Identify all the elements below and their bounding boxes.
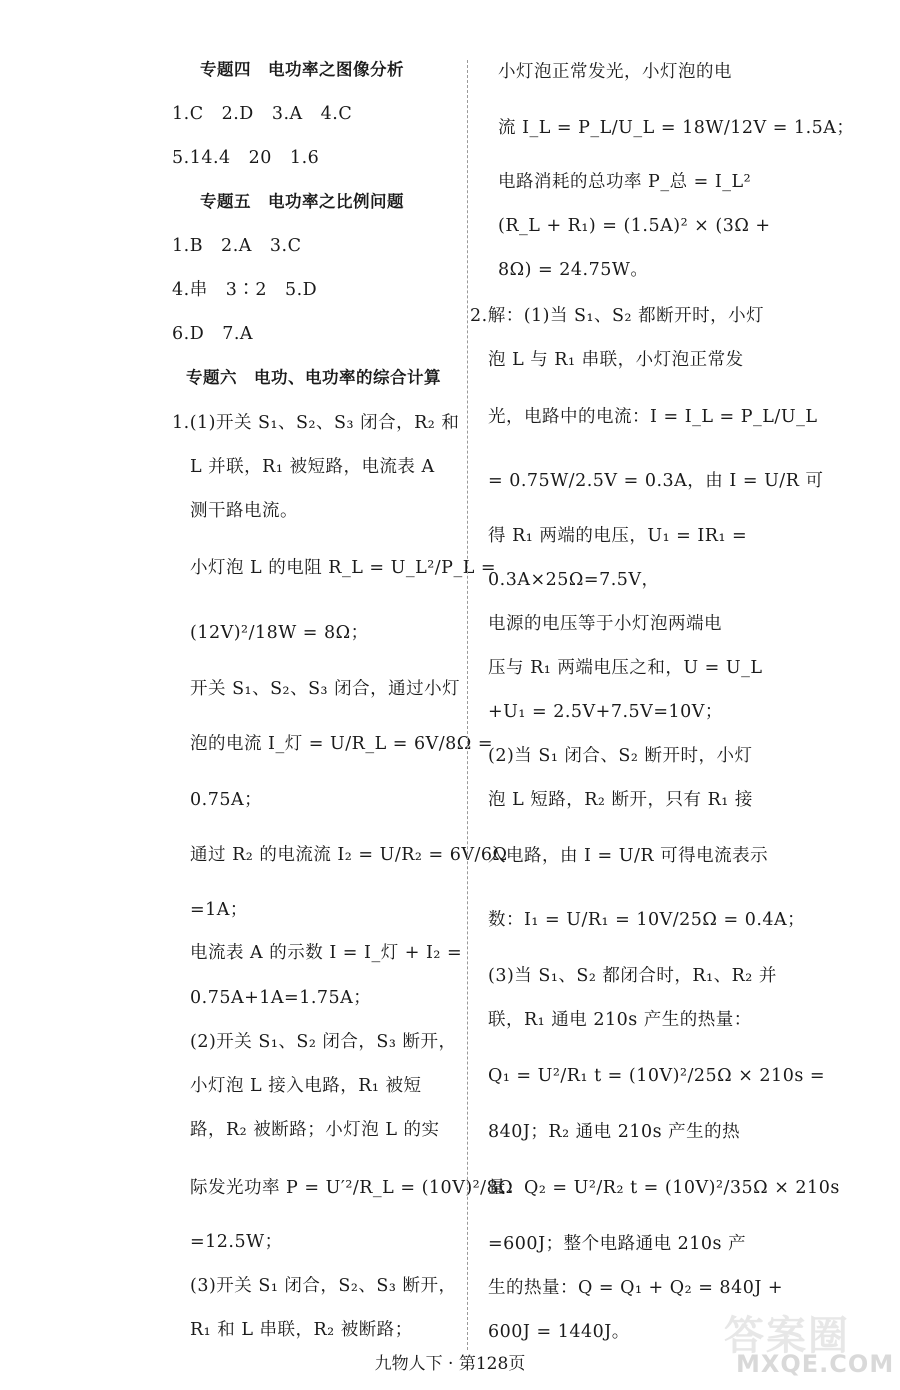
solution-line: +U₁ = 2.5V+7.5V=10V； [470,702,723,722]
solution-line: 泡 L 短路，R₂ 断开，只有 R₁ 接 [470,790,753,810]
solution-line: 光，电路中的电流：I = I_L = P_L/U_L [470,407,818,427]
page-footer: 九物人下 · 第128页 [374,1354,526,1374]
site-watermark [722,1304,895,1384]
solution-line: 路，R₂ 被断路；小灯泡 L 的实 [172,1120,440,1140]
solution-line: 数：I₁ = U/R₁ = 10V/25Ω = 0.4A； [470,910,806,930]
solution-line: 0.3A×25Ω=7.5V， [470,570,660,590]
solution-line: 得 R₁ 两端的电压，U₁ = IR₁ = [470,526,748,546]
solution-line: (3)当 S₁、S₂ 都闭合时，R₁、R₂ 并 [470,966,777,986]
answer-line: 4.串 3∶2 5.D [172,280,318,300]
solution-line: Q₁ = U²/R₁ t = (10V)²/25Ω × 210s = [470,1066,826,1086]
solution-line: (2)开关 S₁、S₂ 闭合，S₃ 断开， [172,1032,457,1052]
solution-line: (2)当 S₁ 闭合、S₂ 断开时，小灯 [470,746,753,766]
solution-line: 量：Q₂ = U²/R₂ t = (10V)²/35Ω × 210s [470,1178,840,1198]
solution-line: =12.5W； [172,1232,283,1252]
solution-line: 2.解：(1)当 S₁、S₂ 都断开时，小灯 [470,306,765,326]
answer-line: 1.C 2.D 3.A 4.C [172,104,353,124]
section-heading-5: 专题五 电功率之比例问题 [200,192,404,211]
solution-line: 8Ω) = 24.75W。 [498,260,649,280]
solution-line: 电路消耗的总功率 P_总 = I_L² [498,172,752,192]
solution-line: 际发光功率 P = U′²/R_L = (10V)²/8Ω [172,1178,514,1198]
solution-line: 电源的电压等于小灯泡两端电 [470,614,722,634]
solution-line: 联，R₁ 通电 210s 产生的热量： [470,1010,752,1030]
solution-line: 通过 R₂ 的电流流 I₂ = U/R₂ = 6V/6Ω [172,845,508,865]
solution-line: 电流表 A 的示数 I = I_灯 + I₂ = [172,943,463,963]
solution-line: L 并联，R₁ 被短路，电流表 A [172,457,435,477]
solution-line: =1A； [172,900,248,920]
solution-line: 泡的电流 I_灯 = U/R_L = 6V/8Ω = [172,734,494,754]
section-heading-4: 专题四 电功率之图像分析 [200,60,404,79]
answer-line: 1.B 2.A 3.C [172,236,302,256]
section-heading-6: 专题六 电功、电功率的综合计算 [186,368,441,387]
solution-line: 小灯泡 L 接入电路，R₁ 被短 [172,1076,422,1096]
solution-line: (3)开关 S₁ 闭合，S₂、S₃ 断开， [172,1276,457,1296]
solution-line: 生的热量：Q = Q₁ + Q₂ = 840J + [470,1278,784,1298]
solution-line: 测干路电流。 [172,501,298,521]
solution-line: 600J = 1440J。 [470,1322,630,1342]
solution-line: R₁ 和 L 串联，R₂ 被断路； [172,1320,413,1340]
solution-line: 压与 R₁ 两端电压之和，U = U_L [470,658,763,678]
answer-line: 5.14.4 20 1.6 [172,148,320,168]
solution-line: (R_L + R₁) = (1.5A)² × (3Ω + [498,216,771,236]
solution-line: 流 I_L = P_L/U_L = 18W/12V = 1.5A； [498,118,855,138]
watermark-domain: MXQE.COM [736,1350,895,1378]
solution-line: =600J；整个电路通电 210s 产 [470,1234,747,1254]
solution-line: 1.(1)开关 S₁、S₂、S₃ 闭合，R₂ 和 [172,413,460,433]
column-divider [467,60,468,1350]
solution-line: 840J；R₂ 通电 210s 产生的热 [470,1122,741,1142]
watermark-logo-text: 答案圈 [724,1313,850,1359]
solution-line: 开关 S₁、S₂、S₃ 闭合，通过小灯 [172,679,461,699]
solution-line: 入电路，由 I = U/R 可得电流表示 [470,846,769,866]
solution-line: 0.75A； [172,790,263,810]
solution-line: = 0.75W/2.5V = 0.3A，由 I = U/R 可 [470,471,824,491]
solution-line: 小灯泡正常发光，小灯泡的电 [498,62,732,82]
solution-line: 泡 L 与 R₁ 串联，小灯泡正常发 [470,350,744,370]
answer-line: 6.D 7.A [172,324,254,344]
solution-line: (12V)²/18W = 8Ω； [172,623,369,643]
solution-line: 0.75A+1A=1.75A； [172,988,372,1008]
solution-line: 小灯泡 L 的电阻 R_L = U_L²/P_L = [172,558,497,578]
